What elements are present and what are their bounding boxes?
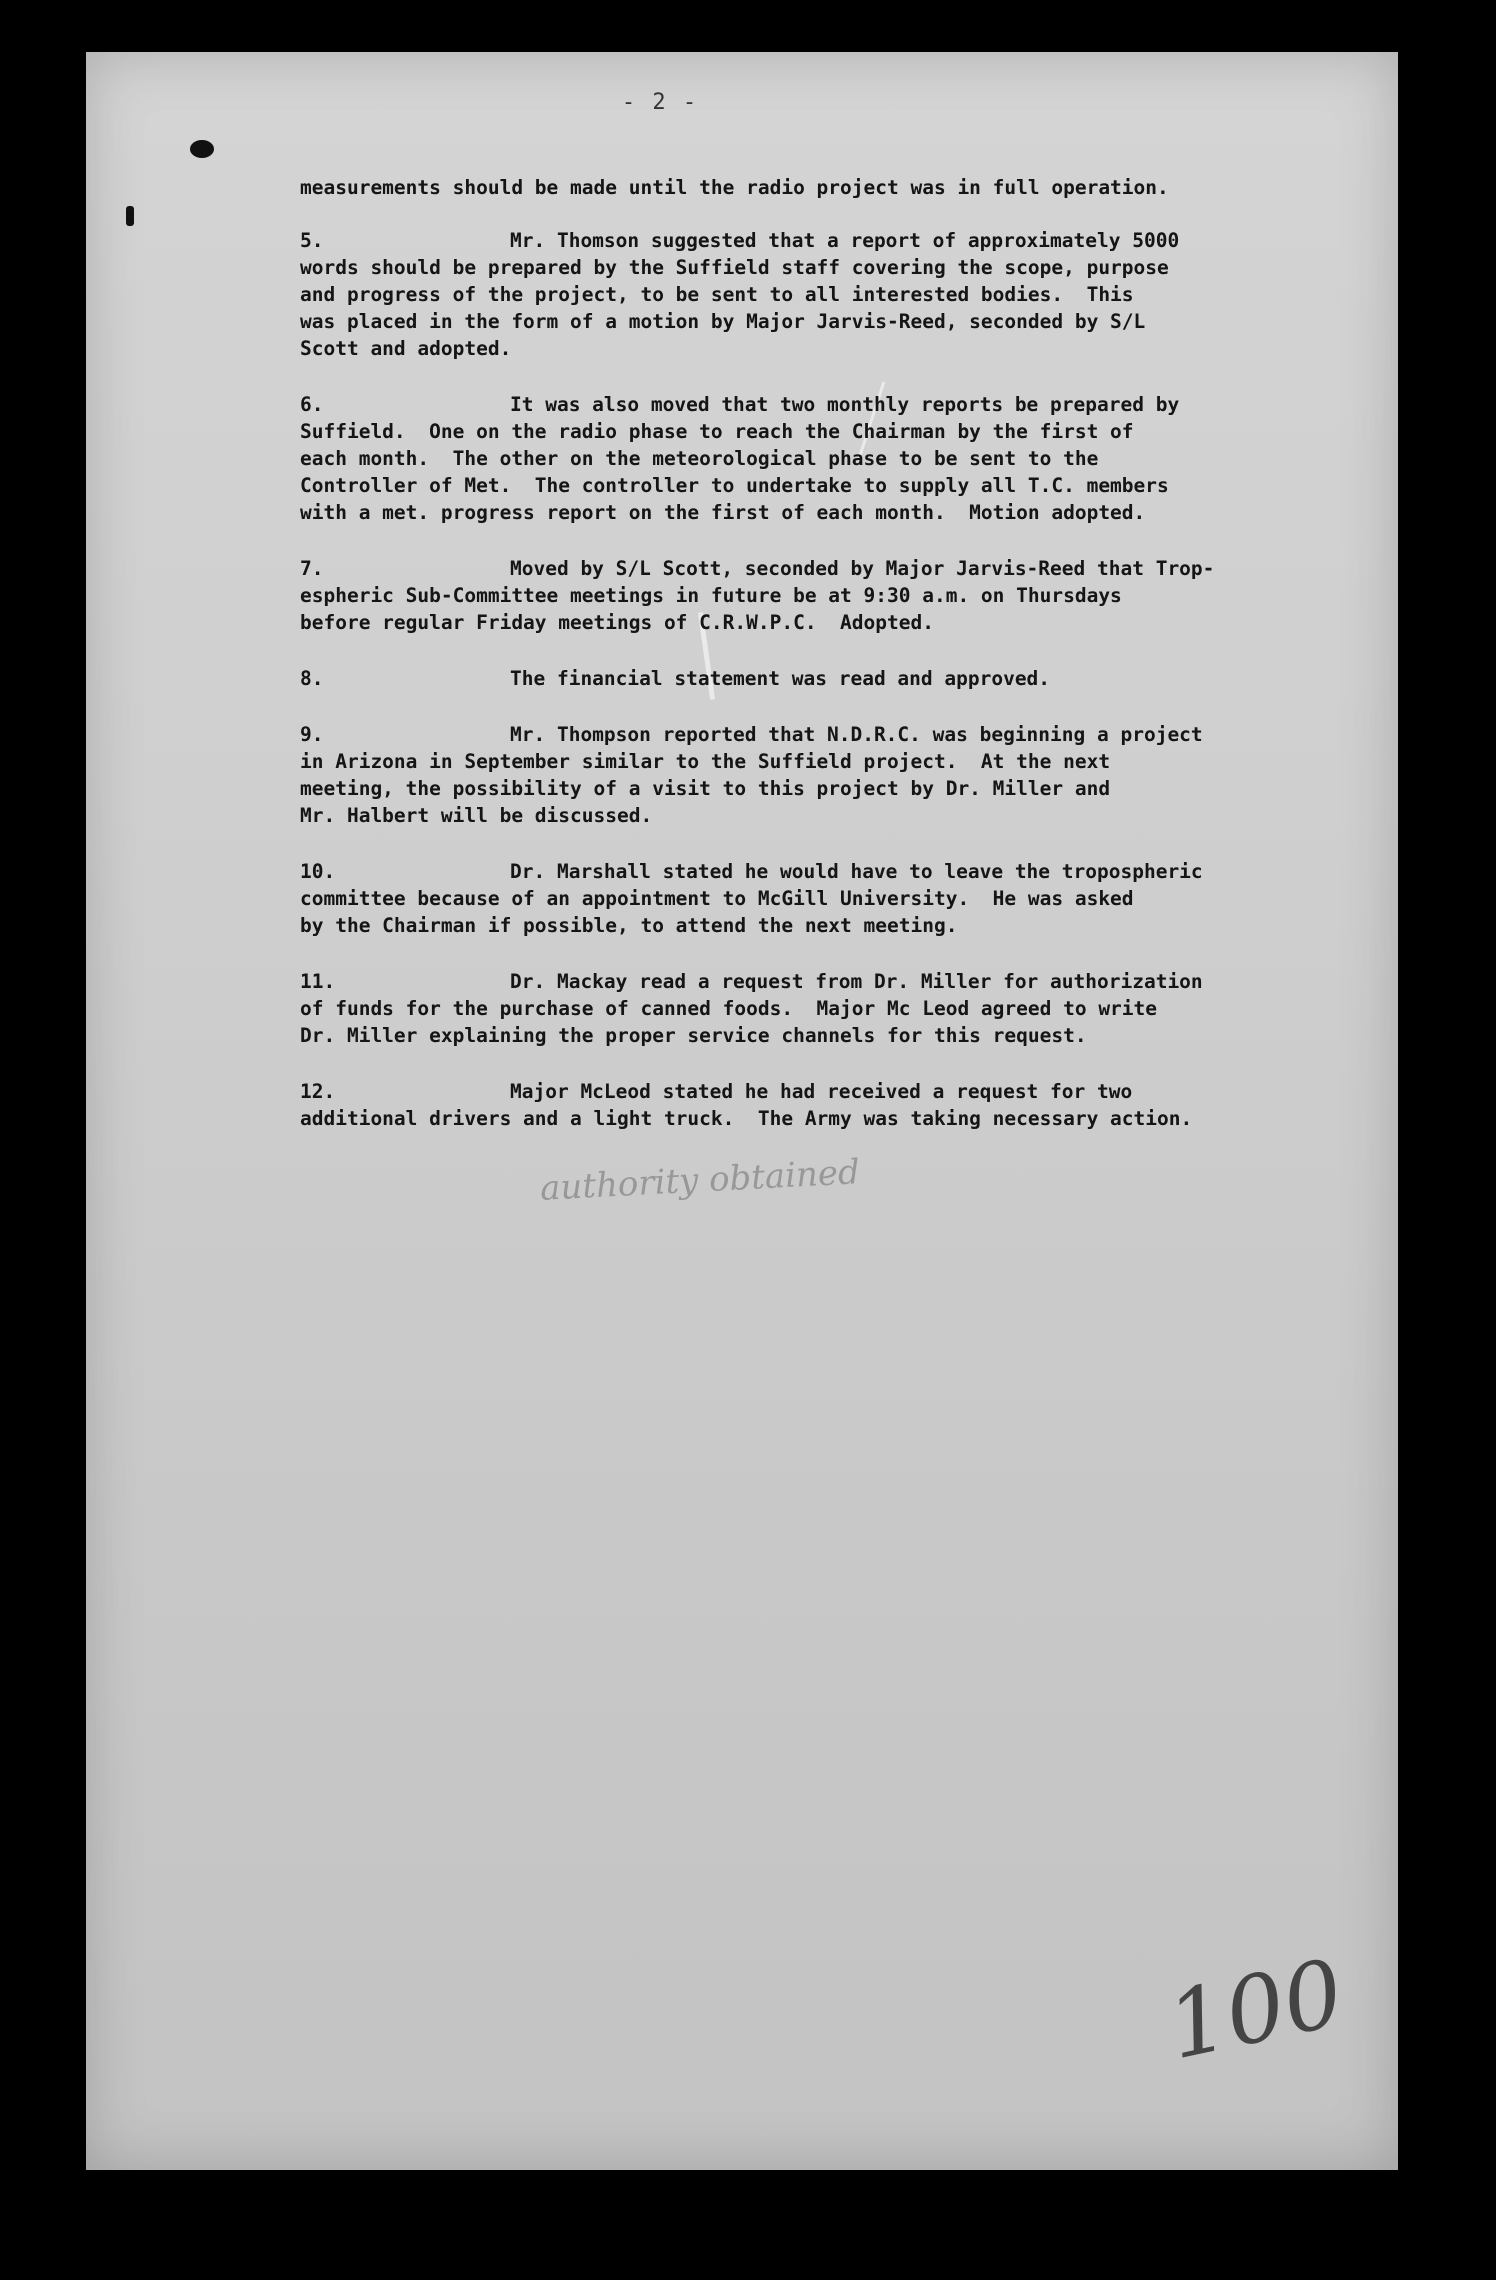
item-text: words should be prepared by the Suffield staff covering the scope, purpose [300,256,1169,279]
item-line [300,1078,1360,1105]
continuation-text: measurements should be made until the radio project was in full operation. [300,176,1169,199]
page-number: - 2 - [621,90,699,115]
item-text: in Arizona in September similar to the Suffield project. At the next [300,750,1111,773]
item-text: and progress of the project, to be sent to all interested bodies. This [300,283,1134,306]
item-text: Scott and adopted. [300,337,512,360]
minutes-body [300,174,1360,1161]
item-line [300,335,1360,362]
item-number: 9. [300,723,324,746]
item-number: 8. [300,667,324,690]
minutes-items [300,227,1360,1132]
item-line [300,308,1360,335]
item-number: 6. [300,393,324,416]
item-line [300,885,1360,912]
item-text: Mr. Thomson suggested that a report of approximately 5000 [510,229,1180,252]
item-line [300,472,1360,499]
item-text: The financial statement was read and approved. [510,667,1051,690]
item-line [300,499,1360,526]
item-text: before regular Friday meetings of C.R.W.P.C. Adopted. [300,611,934,634]
minute-item [300,665,1360,692]
item-line [300,1022,1360,1049]
item-text: Mr. Halbert will be discussed. [300,804,653,827]
minute-item [300,858,1360,939]
item-text: meeting, the possibility of a visit to this project by Dr. Miller and [300,777,1111,800]
item-line [300,912,1360,939]
minute-item [300,1078,1360,1132]
item-line [300,721,1360,748]
item-number: 5. [300,229,324,252]
item-text: Dr. Miller explaining the proper service channels for this request. [300,1024,1087,1047]
item-line [300,227,1360,254]
item-line [300,748,1360,775]
item-number: 12. [300,1080,336,1103]
item-number: 7. [300,557,324,580]
item-text: Dr. Mackay read a request from Dr. Miller for authorization [510,970,1203,993]
minute-item [300,555,1360,636]
minute-item [300,227,1360,362]
minute-item [300,968,1360,1049]
folio-number: 100 [1158,1939,1353,2081]
item-text: was placed in the form of a motion by Major Jarvis-Reed, seconded by S/L [300,310,1146,333]
item-line [300,858,1360,885]
item-line [300,281,1360,308]
item-text: Moved by S/L Scott, seconded by Major Jarvis-Reed that Trop- [510,557,1215,580]
punch-mark [190,140,214,158]
item-text: Major McLeod stated he had received a request for two [510,1080,1133,1103]
item-line [300,418,1360,445]
item-line [300,802,1360,829]
item-text: each month. The other on the meteorological phase to be sent to the [300,447,1099,470]
item-text: espheric Sub-Committee meetings in future be at 9:30 a.m. on Thursdays [300,584,1122,607]
item-text: additional drivers and a light truck. The Army was taking necessary action. [300,1107,1193,1130]
item-number: 11. [300,970,336,993]
item-line [300,445,1360,472]
item-text: with a met. progress report on the first of each month. Motion adopted. [300,501,1146,524]
item-text: by the Chairman if possible, to attend the next meeting. [300,914,958,937]
item-line [300,995,1360,1022]
item-line [300,665,1360,692]
item-line [300,968,1360,995]
item-number: 10. [300,860,336,883]
item-text: Mr. Thompson reported that N.D.R.C. was beginning a project [510,723,1203,746]
item-line [300,391,1360,418]
item-line [300,609,1360,636]
minute-item [300,721,1360,829]
item-line [300,775,1360,802]
item-text: Suffield. One on the radio phase to reach the Chairman by the first of [300,420,1134,443]
item-text: It was also moved that two monthly reports be prepared by [510,393,1180,416]
item-text: Dr. Marshall stated he would have to leave the tropospheric [510,860,1203,883]
item-text: Controller of Met. The controller to undertake to supply all T.C. members [300,474,1169,497]
item-line [300,555,1360,582]
item-text: committee because of an appointment to McGill University. He was asked [300,887,1134,910]
minute-item [300,391,1360,526]
item-line [300,254,1360,281]
item-line [300,1105,1360,1132]
punch-mark [126,206,134,226]
item-text: of funds for the purchase of canned foods. Major Mc Leod agreed to write [300,997,1158,1020]
item-line [300,582,1360,609]
handwritten-note: authority obtained [539,1152,861,1209]
